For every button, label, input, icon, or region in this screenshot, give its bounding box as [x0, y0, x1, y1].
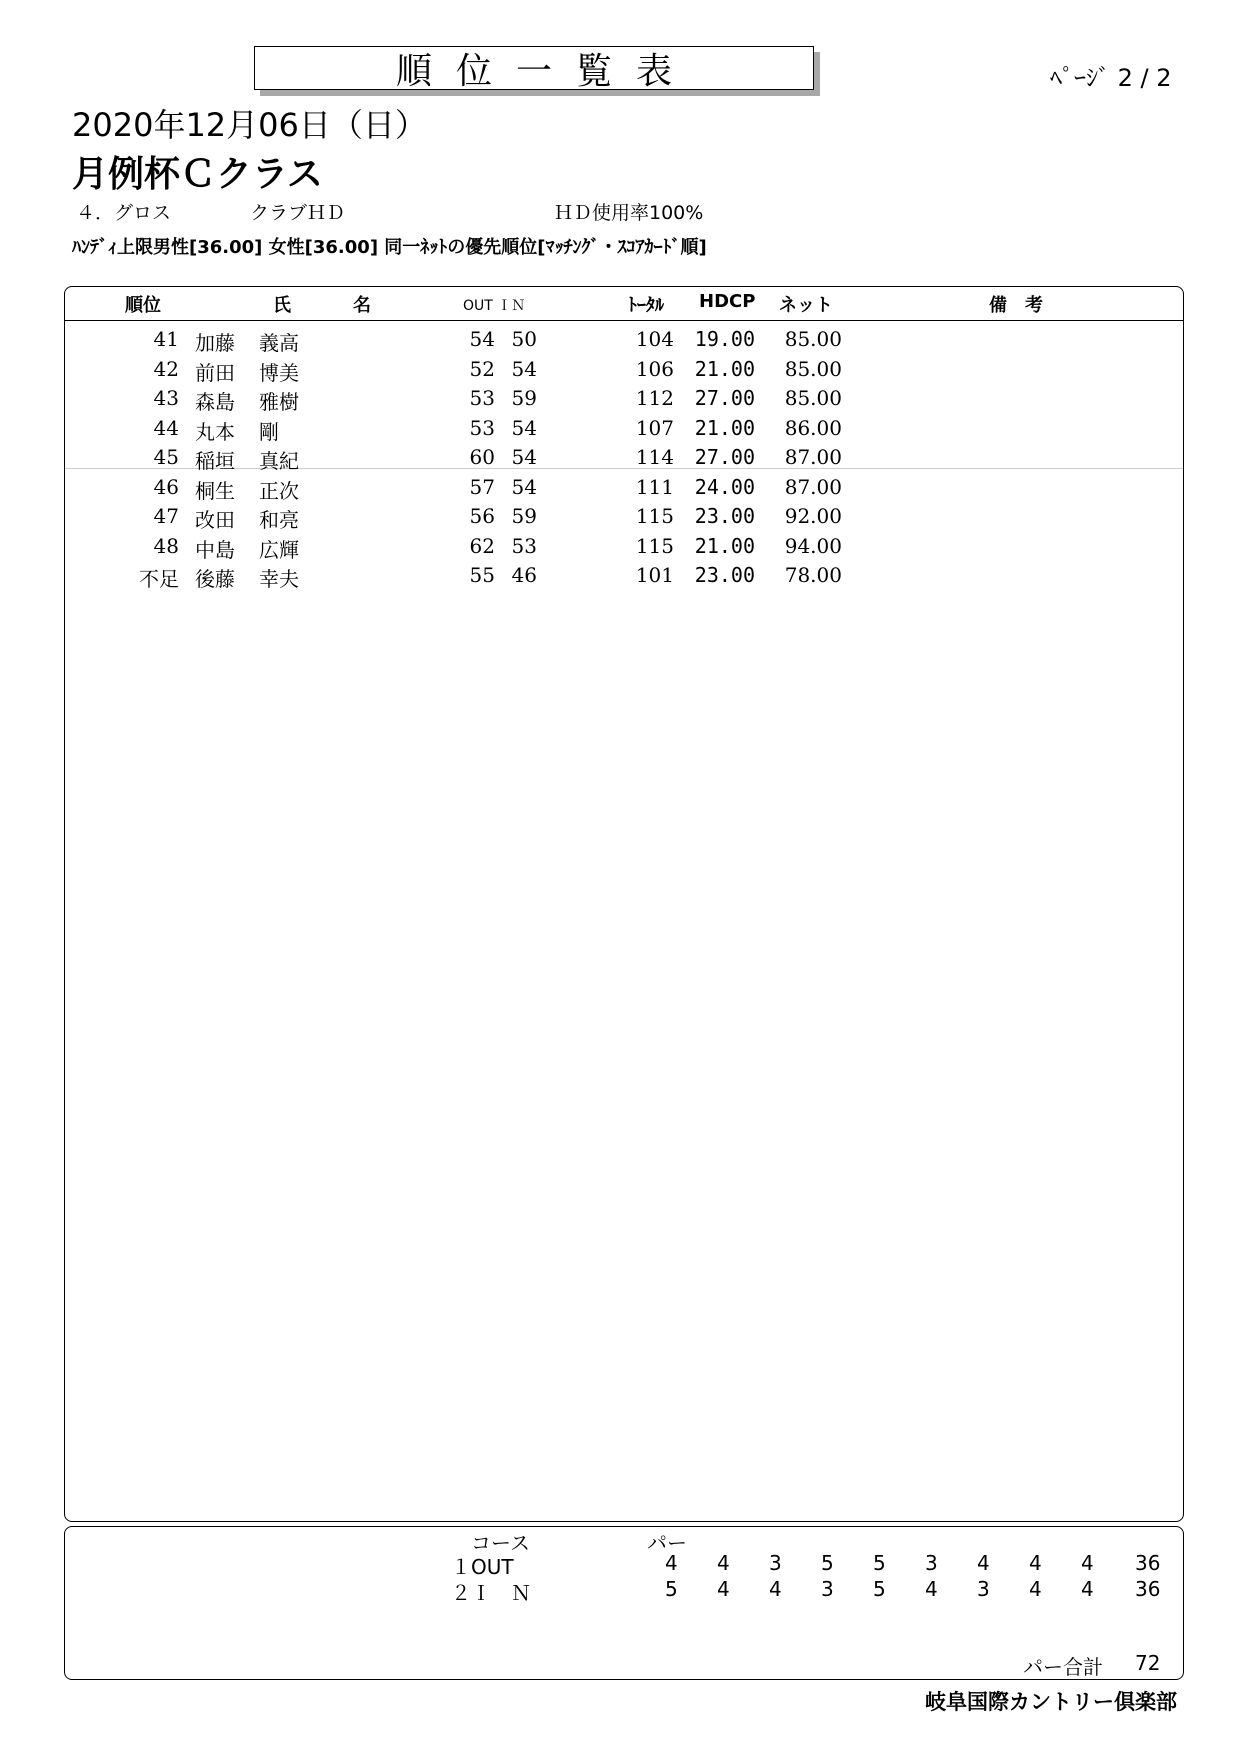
cell-first: 剛	[259, 419, 279, 444]
hole-par: 5	[873, 1551, 886, 1575]
cell-rank: 48	[153, 533, 179, 558]
cell-net: 85.00	[784, 386, 842, 410]
cell-out: 60	[469, 445, 495, 469]
hole-par: 3	[769, 1551, 782, 1575]
cell-out: 54	[469, 327, 495, 351]
course-total: 36	[1135, 1551, 1161, 1575]
cell-in: 54	[511, 474, 537, 499]
cell-total: 104	[635, 327, 674, 351]
cell-total: 106	[635, 356, 674, 381]
cell-rank: 不足	[139, 567, 179, 591]
cell-in: 50	[511, 327, 537, 351]
par-label: パー	[647, 1531, 687, 1555]
cell-out: 55	[469, 563, 495, 587]
cell-hdcp: 21.00	[694, 533, 755, 558]
cell-total: 115	[635, 504, 674, 528]
cell-out: 57	[469, 474, 495, 499]
table-row	[65, 441, 1183, 473]
course-total: 36	[1135, 1577, 1161, 1601]
cell-out: 52	[469, 356, 495, 381]
cell-in: 53	[511, 533, 537, 558]
cell-total: 114	[635, 445, 674, 469]
hole-par: 5	[821, 1551, 834, 1575]
cell-rank: 45	[153, 445, 179, 469]
cell-first: 雅樹	[259, 390, 299, 414]
hole-par: 4	[769, 1577, 782, 1601]
par-total-label: パー合計	[1023, 1655, 1103, 1679]
hole-par: 4	[1081, 1551, 1094, 1575]
cell-out: 53	[469, 386, 495, 410]
par-total-value: 72	[1135, 1651, 1161, 1675]
table-row	[65, 559, 1183, 591]
col-rank: 順位	[125, 295, 161, 316]
col-net: ネット	[779, 295, 833, 316]
cell-hdcp: 24.00	[694, 474, 755, 499]
cell-rank: 42	[153, 356, 179, 381]
cell-rank: 47	[153, 504, 179, 528]
cell-first: 博美	[259, 360, 299, 385]
handicap-conditions: ﾊﾝﾃﾞｨ上限男性[36.00] 女性[36.00] 同一ﾈｯﾄの優先順位[ﾏｯﾁﾝｸﾞ・ｽｺｱｶｰﾄﾞ順]	[72, 237, 707, 258]
page-number: ﾍﾟｰｼﾞ 2 / 2	[1050, 64, 1172, 92]
cell-first: 和亮	[259, 508, 299, 532]
cell-last: 後藤	[195, 567, 235, 591]
hole-par: 4	[665, 1551, 678, 1575]
cell-last: 稲垣	[195, 449, 235, 473]
cell-net: 87.00	[784, 474, 842, 499]
cell-last: 桐生	[195, 478, 235, 503]
cell-in: 46	[511, 563, 537, 587]
table-row	[65, 382, 1183, 414]
cell-total: 107	[635, 415, 674, 440]
cell-total: 111	[635, 474, 674, 499]
table-row	[65, 353, 1183, 385]
cell-last: 中島	[195, 537, 235, 562]
cell-rank: 41	[153, 327, 179, 351]
handicap-type: クラブＨＤ	[250, 202, 346, 224]
table-row	[65, 412, 1183, 444]
cell-rank: 43	[153, 386, 179, 410]
cell-net: 85.00	[784, 356, 842, 381]
col-hdcp: HDCP	[699, 291, 756, 312]
page-title-box	[254, 46, 814, 90]
course-label: コース	[471, 1531, 530, 1555]
col-total: ﾄｰﾀﾙ	[628, 295, 664, 316]
table-row	[65, 323, 1183, 355]
cell-total: 112	[635, 386, 674, 410]
cell-hdcp: 21.00	[694, 356, 755, 381]
cell-in: 54	[511, 356, 537, 381]
cell-hdcp: 27.00	[694, 445, 755, 469]
hole-par: 4	[717, 1551, 730, 1575]
hole-par: 4	[1081, 1577, 1094, 1601]
cell-net: 85.00	[784, 327, 842, 351]
cell-total: 115	[635, 533, 674, 558]
cell-first: 正次	[259, 478, 299, 503]
cell-first: 広輝	[259, 537, 299, 562]
cell-first: 義高	[259, 331, 299, 355]
cell-out: 56	[469, 504, 495, 528]
cell-hdcp: 23.00	[694, 563, 755, 587]
hole-par: 4	[1029, 1577, 1042, 1601]
hole-par: 3	[925, 1551, 938, 1575]
course-name: ２Ｉ Ｎ	[451, 1581, 531, 1605]
col-name-last: 氏	[273, 295, 291, 316]
cell-hdcp: 19.00	[694, 327, 755, 351]
cell-last: 改田	[195, 508, 235, 532]
cell-net: 94.00	[784, 533, 842, 558]
hole-par: 4	[977, 1551, 990, 1575]
cell-rank: 46	[153, 474, 179, 499]
club-name: 岐阜国際カントリー倶楽部	[925, 1690, 1177, 1714]
hole-par: 5	[873, 1577, 886, 1601]
col-name-first: 名	[353, 295, 371, 316]
col-notes: 備 考	[989, 295, 1043, 316]
cell-hdcp: 27.00	[694, 386, 755, 410]
cell-net: 87.00	[784, 445, 842, 469]
event-name: 月例杯Ｃクラス	[72, 154, 323, 195]
cell-in: 59	[511, 386, 537, 410]
hole-par: 5	[665, 1577, 678, 1601]
cell-hdcp: 23.00	[694, 504, 755, 528]
results-table	[64, 286, 1184, 1522]
event-date: 2020年12月06日（日）	[72, 106, 427, 144]
hole-par: 3	[821, 1577, 834, 1601]
cell-first: 真紀	[259, 449, 299, 473]
cell-last: 前田	[195, 360, 235, 385]
cell-last: 加藤	[195, 331, 235, 355]
cell-last: 丸本	[195, 419, 235, 444]
hole-par: 4	[925, 1577, 938, 1601]
handicap-rate: ＨＤ使用率100%	[554, 202, 704, 224]
course-par-table	[64, 1526, 1184, 1680]
header-divider	[65, 320, 1183, 321]
page-title: 順位一覧表	[395, 50, 696, 92]
table-row	[65, 530, 1183, 562]
table-row	[65, 471, 1183, 503]
cell-in: 54	[511, 415, 537, 440]
col-out-in: OUT ＩＮ	[463, 298, 526, 314]
table-row	[65, 500, 1183, 532]
cell-total: 101	[635, 563, 674, 587]
cell-rank: 44	[153, 415, 179, 440]
course-name: １OUT	[451, 1555, 514, 1579]
cell-net: 78.00	[784, 563, 842, 587]
cell-net: 86.00	[784, 415, 842, 440]
cell-out: 53	[469, 415, 495, 440]
cell-last: 森島	[195, 390, 235, 414]
cell-in: 54	[511, 445, 537, 469]
cell-in: 59	[511, 504, 537, 528]
hole-par: 4	[1029, 1551, 1042, 1575]
cell-net: 92.00	[784, 504, 842, 528]
cell-out: 62	[469, 533, 495, 558]
cell-first: 幸夫	[259, 567, 299, 591]
hole-par: 4	[717, 1577, 730, 1601]
cell-hdcp: 21.00	[694, 415, 755, 440]
scoring-format: ４．グロス	[76, 202, 172, 224]
hole-par: 3	[977, 1577, 990, 1601]
